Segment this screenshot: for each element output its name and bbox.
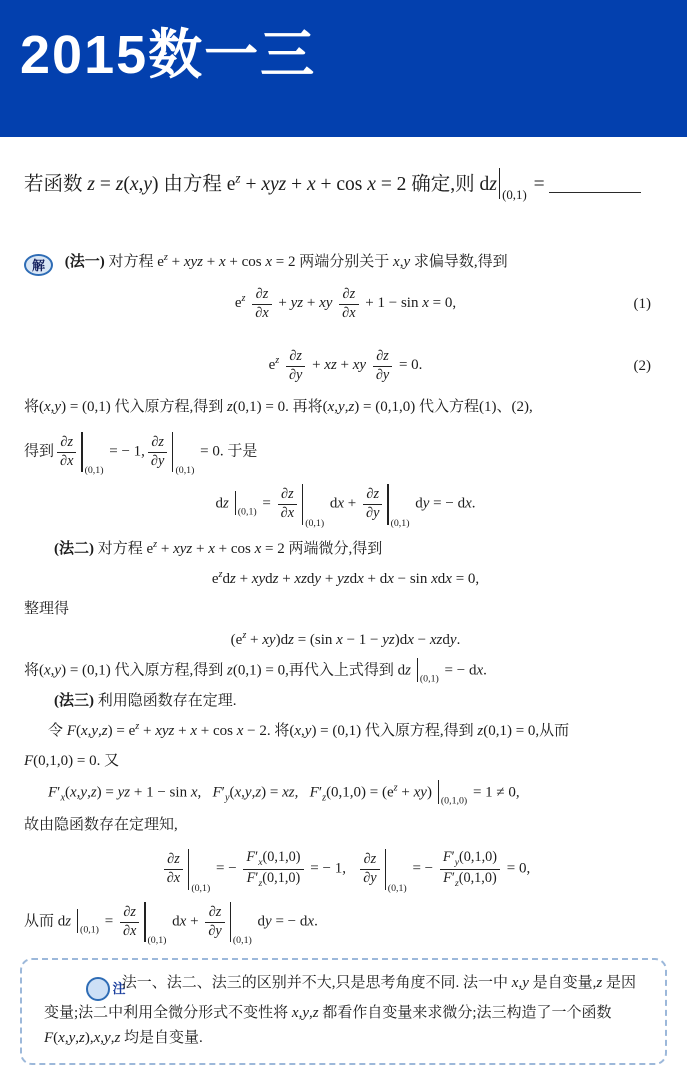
implicit-theorem-text: 故由隐函数存在定理知, (24, 816, 178, 833)
F-value-text: F(0,1,0) = 0. 又 (24, 753, 120, 770)
define-F-text: 令 $F(x,y,z) = e^z$ + xyz + x + cos x − 2. 将(x,y) = (0,1) 代入原方程,得到 z(0,1) = 0,从而 (48, 721, 570, 740)
problem-text: 若函数 z = z(x,y) 由方程 $e^z$ + xyz + x + cos x = 2 确定,则 dz (0,1) = (24, 170, 545, 203)
answer-blank (549, 173, 641, 193)
header-banner (0, 0, 687, 137)
total-differential-formula: dz (0,1) = $\frac{\partial z}{\partial x}$ (0,1) dx + $\frac{\partial z}{\partial y}$ (0,1) dy = − dx. (215, 486, 476, 529)
method1-intro-text: (法一) 对方程 $e^z$ + xyz + x + cos x = 2 两端分别关于 x,y 求偏导数,得到 (64, 251, 508, 270)
page-title: 2015数一三 (20, 25, 317, 85)
equation-1-number: (1) (633, 295, 651, 312)
method2-conclusion: 将(x,y) = (0,1) 代入原方程,得到 z(0,1) = 0,再代入上式得到 dz (0,1) = − dx. (24, 658, 667, 683)
method3-intro: (法三) 利用隐函数存在定理. (54, 692, 237, 709)
substitution-text: 将(x,y) = (0,1) 代入原方程,得到 z(0,1) = 0. 再将(x,y,z) = (0,1,0) 代入方程(1)、(2), (24, 399, 533, 416)
partials-fraction-formula: $\frac{\partial z}{\partial x}$ (0,1) = − $\frac{F'_x(0,1,0)}{F'_z(0,1,0)}$ = − 1, $\frac{\partial z}{\partial y}$ (0,1) = − $\frac{F'_y(0,1,0)}{F'_z(0,1,0)}$ = 0, (24, 849, 667, 890)
zhu-badge: 注 (86, 977, 110, 1001)
problem-statement (24, 167, 663, 203)
equation-1-body: $e^z$ $\frac{\partial z}{\partial x}$ + yz + xy $\frac{\partial z}{\partial x}$ + 1 − sin x = 0, (234, 286, 457, 322)
differential-equation: $e^zdz$ + xydz + xzdy + yzdx + dx − sin xdx = 0, (211, 569, 480, 588)
note-box (20, 958, 667, 1065)
jie-badge: 解 (24, 254, 53, 276)
note-text: 法一、法二、法三的区别并不大,只是思考角度不同. 法一中 x,y 是自变量,z 是因变量;法二中利用全微分形式不变性将 x,y,z 都看作自变量来求微分;法三构造了一个函数 F(x,y,z),x,y,z 均是自变量. (44, 975, 636, 1047)
solution-section (24, 250, 667, 947)
method2-intro: (法二) 对方程 $e^z$ + xyz + x + cos x = 2 两端微分,得到 (54, 538, 383, 557)
rearrange-label: 整理得 (24, 601, 70, 618)
partials-values-text: 得到 $\frac{\partial z}{\partial x}$ (0,1) = − 1, $\frac{\partial z}{\partial y}$ (0,1) = 0. 于是 (24, 433, 258, 477)
equation-2-body: $e^z$ $\frac{\partial z}{\partial y}$ + xz + xy $\frac{\partial z}{\partial y}$ = 0. (268, 347, 423, 383)
note-paragraph (44, 971, 645, 1051)
equation-1 (24, 286, 667, 322)
equation-2-number: (2) (633, 357, 651, 374)
method1-intro (24, 250, 667, 277)
partial-F-text: $F'_x(x,y,z)$ = yz + 1 − sin x, $F'_y(x,y,z)$ = xz, $F'_z(0,1,0) = (e^z + xy)$ (0,1,0) = 1 ≠ 0, (24, 780, 667, 807)
rearranged-equation: $(e^z + xy)dz = (\sin$ x − 1 − yz)dx − xzdy. (230, 629, 461, 648)
equation-2 (24, 348, 667, 384)
final-differential-formula: 从而 dz (0,1) = $\frac{\partial z}{\partial x}$ (0,1) dx + $\frac{\partial z}{\partial y}$ (0,1) dy = − dx. (24, 903, 318, 947)
